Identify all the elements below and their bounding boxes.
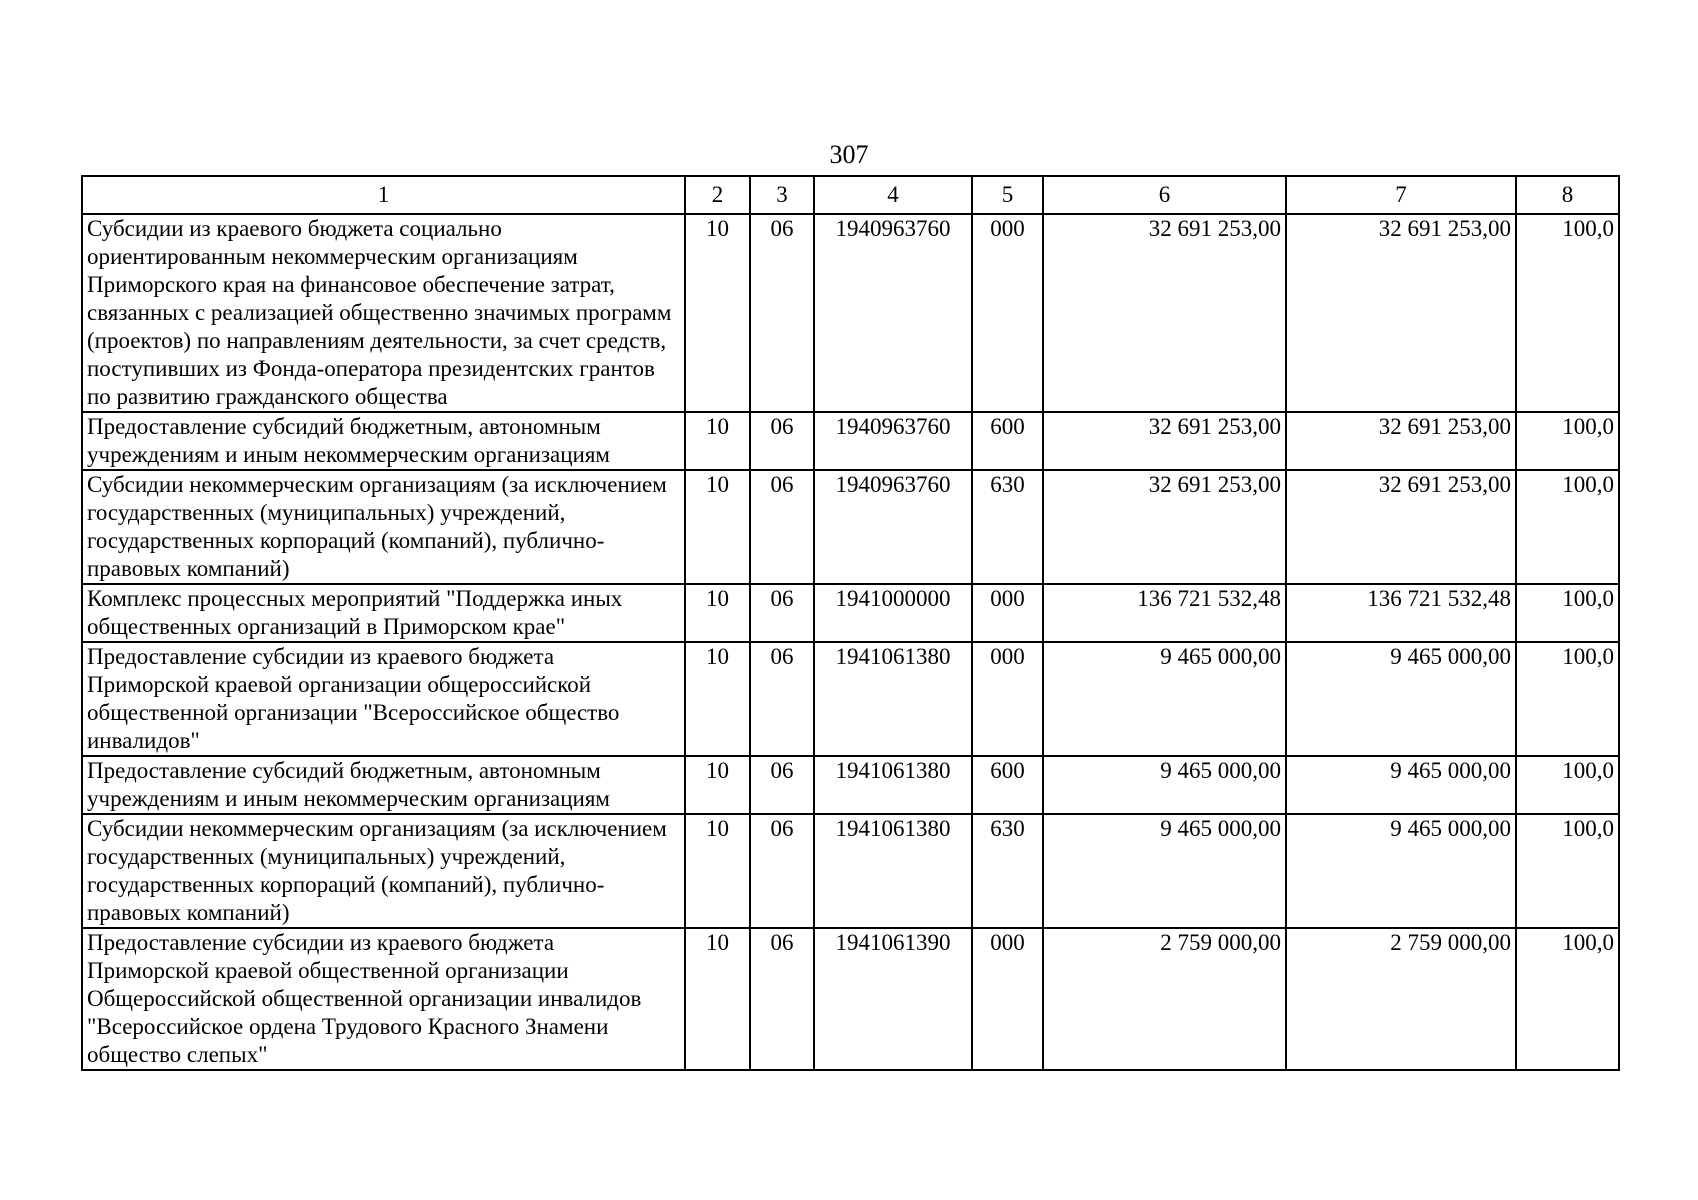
row-section: 10 <box>685 756 750 814</box>
row-name: Субсидии некоммерческим организациям (за исключением государственных (муниципальных) учреждений, государственных корпораций (компаний), публично-правовых компаний) <box>82 814 685 928</box>
row-name: Комплекс процессных мероприятий "Поддержка иных общественных организаций в Приморском крае" <box>82 584 685 642</box>
row-percent: 100,0 <box>1516 214 1619 412</box>
row-target-code: 1940963760 <box>814 214 972 412</box>
table-row <box>82 470 1619 584</box>
table-row <box>82 214 1619 412</box>
row-percent: 100,0 <box>1516 470 1619 584</box>
row-target-code: 1941061390 <box>814 928 972 1070</box>
page-number: 307 <box>829 140 869 169</box>
row-planned-amount: 9 465 000,00 <box>1043 642 1286 756</box>
row-executed-amount: 136 721 532,48 <box>1286 584 1516 642</box>
row-executed-amount: 32 691 253,00 <box>1286 412 1516 470</box>
row-subsection: 06 <box>750 928 814 1070</box>
row-section: 10 <box>685 470 750 584</box>
row-target-code: 1940963760 <box>814 470 972 584</box>
row-name: Предоставление субсидий бюджетным, автономным учреждениям и иным некоммерческим организациям <box>82 412 685 470</box>
column-header: 7 <box>1286 176 1516 214</box>
budget-table <box>81 175 1620 1071</box>
column-header: 4 <box>814 176 972 214</box>
row-name: Предоставление субсидии из краевого бюджета Приморской краевой общественной организации Общероссийской общественной организации инвалидов "Всероссийское ордена Трудового Красного Знамени общество слепых" <box>82 928 685 1070</box>
row-percent: 100,0 <box>1516 814 1619 928</box>
table-row <box>82 814 1619 928</box>
row-executed-amount: 32 691 253,00 <box>1286 214 1516 412</box>
row-section: 10 <box>685 412 750 470</box>
row-target-code: 1941061380 <box>814 642 972 756</box>
row-name: Предоставление субсидий бюджетным, автономным учреждениям и иным некоммерческим организациям <box>82 756 685 814</box>
column-header: 1 <box>82 176 685 214</box>
row-planned-amount: 136 721 532,48 <box>1043 584 1286 642</box>
row-executed-amount: 9 465 000,00 <box>1286 814 1516 928</box>
row-executed-amount: 9 465 000,00 <box>1286 642 1516 756</box>
row-subsection: 06 <box>750 584 814 642</box>
row-subsection: 06 <box>750 470 814 584</box>
row-planned-amount: 9 465 000,00 <box>1043 756 1286 814</box>
row-executed-amount: 9 465 000,00 <box>1286 756 1516 814</box>
row-name: Субсидии из краевого бюджета социально ориентированным некоммерческим организациям Приморского края на финансовое обеспечение затрат, связанных с реализацией общественно значимых программ (проектов) по направлениям деятельности, за счет средств, поступивших из Фонда-оператора президентских грантов по развитию гражданского общества <box>82 214 685 412</box>
row-target-code: 1941061380 <box>814 814 972 928</box>
column-number-row <box>82 176 1619 214</box>
row-name: Предоставление субсидии из краевого бюджета Приморской краевой организации общероссийской общественной организации "Всероссийское общество инвалидов" <box>82 642 685 756</box>
row-planned-amount: 32 691 253,00 <box>1043 470 1286 584</box>
row-executed-amount: 2 759 000,00 <box>1286 928 1516 1070</box>
row-section: 10 <box>685 584 750 642</box>
column-header: 2 <box>685 176 750 214</box>
row-target-code: 1941061380 <box>814 756 972 814</box>
row-expense-type: 000 <box>972 642 1043 756</box>
row-expense-type: 600 <box>972 756 1043 814</box>
row-name: Субсидии некоммерческим организациям (за исключением государственных (муниципальных) учреждений, государственных корпораций (компаний), публично-правовых компаний) <box>82 470 685 584</box>
row-percent: 100,0 <box>1516 642 1619 756</box>
row-expense-type: 600 <box>972 412 1043 470</box>
row-target-code: 1940963760 <box>814 412 972 470</box>
table-row <box>82 756 1619 814</box>
row-section: 10 <box>685 214 750 412</box>
row-section: 10 <box>685 928 750 1070</box>
row-planned-amount: 32 691 253,00 <box>1043 412 1286 470</box>
column-header: 8 <box>1516 176 1619 214</box>
row-subsection: 06 <box>750 814 814 928</box>
table-row <box>82 584 1619 642</box>
row-executed-amount: 32 691 253,00 <box>1286 470 1516 584</box>
row-percent: 100,0 <box>1516 584 1619 642</box>
row-percent: 100,0 <box>1516 412 1619 470</box>
row-section: 10 <box>685 814 750 928</box>
row-subsection: 06 <box>750 412 814 470</box>
row-section: 10 <box>685 642 750 756</box>
table-header <box>82 176 1619 214</box>
row-planned-amount: 9 465 000,00 <box>1043 814 1286 928</box>
row-expense-type: 630 <box>972 814 1043 928</box>
column-header: 6 <box>1043 176 1286 214</box>
table-row <box>82 928 1619 1070</box>
table-row <box>82 642 1619 756</box>
row-planned-amount: 2 759 000,00 <box>1043 928 1286 1070</box>
row-subsection: 06 <box>750 214 814 412</box>
row-percent: 100,0 <box>1516 756 1619 814</box>
column-header: 5 <box>972 176 1043 214</box>
table-row <box>82 412 1619 470</box>
table-body <box>82 214 1619 1070</box>
row-subsection: 06 <box>750 642 814 756</box>
row-expense-type: 630 <box>972 470 1043 584</box>
row-percent: 100,0 <box>1516 928 1619 1070</box>
row-expense-type: 000 <box>972 214 1043 412</box>
column-header: 3 <box>750 176 814 214</box>
row-planned-amount: 32 691 253,00 <box>1043 214 1286 412</box>
row-target-code: 1941000000 <box>814 584 972 642</box>
row-subsection: 06 <box>750 756 814 814</box>
row-expense-type: 000 <box>972 584 1043 642</box>
row-expense-type: 000 <box>972 928 1043 1070</box>
